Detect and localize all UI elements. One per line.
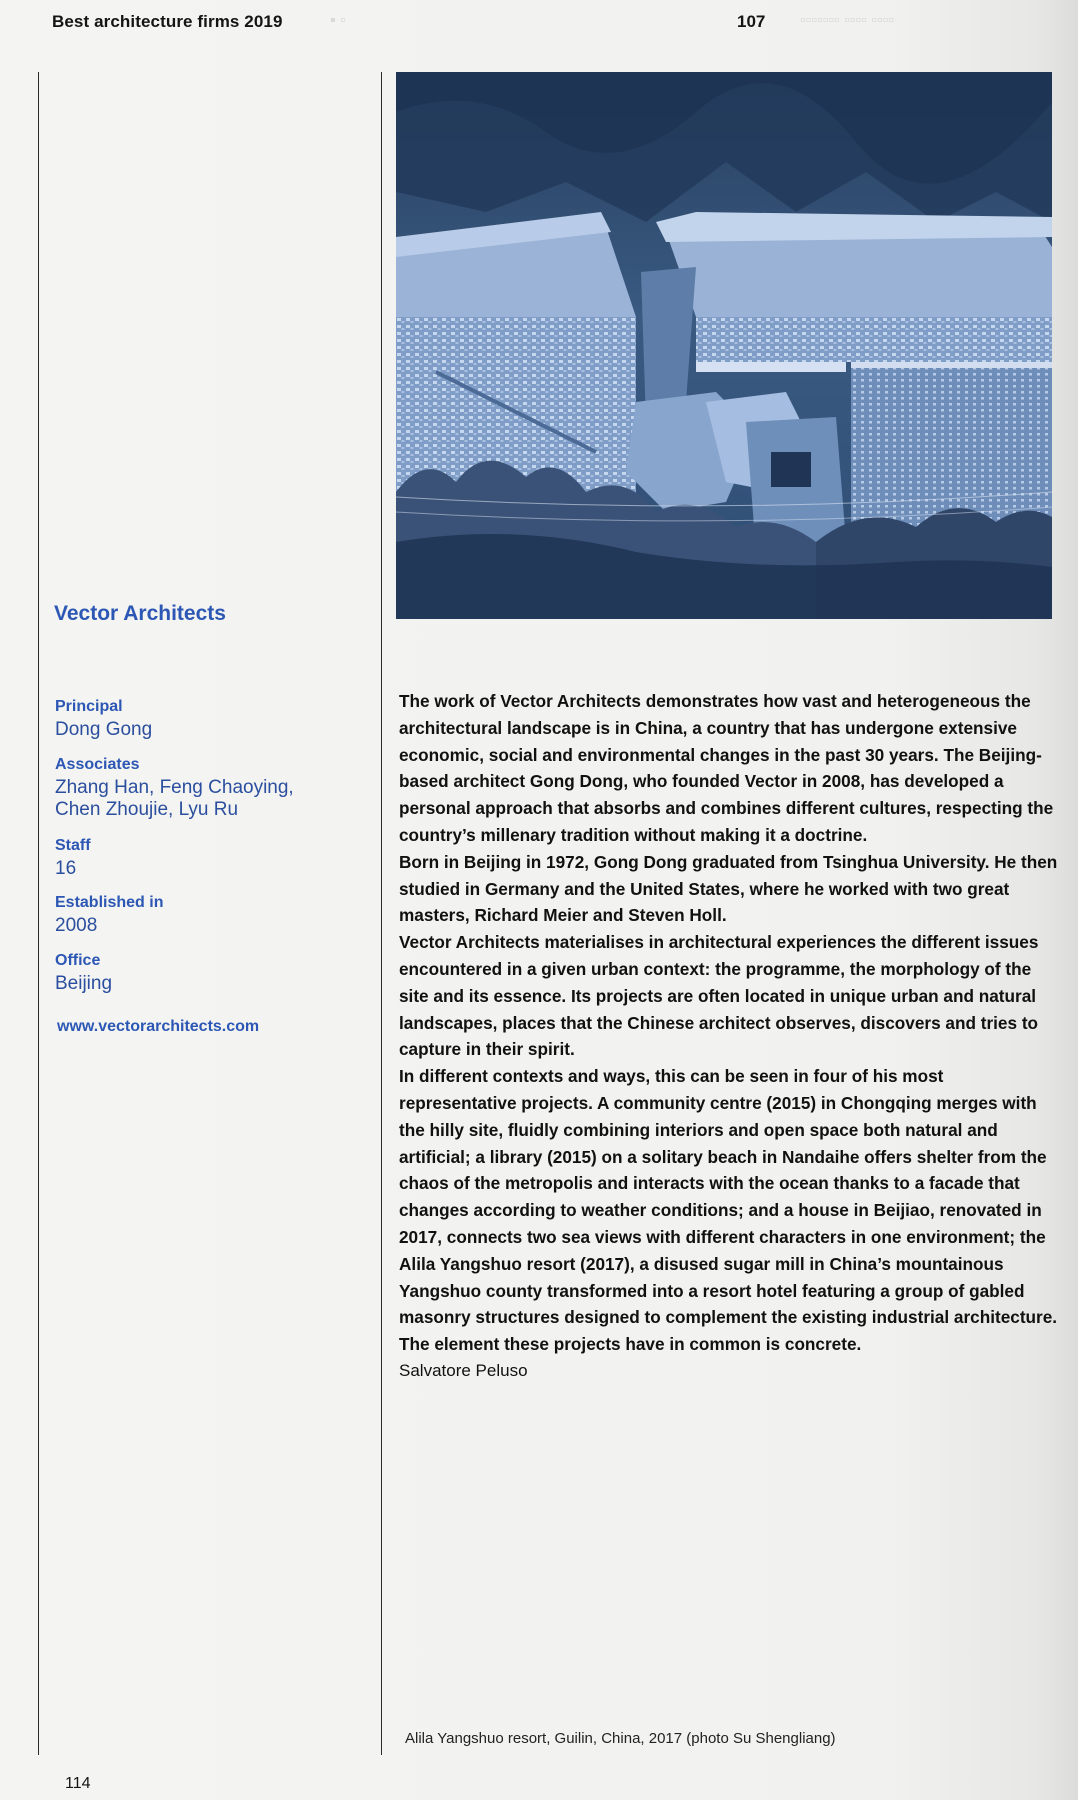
header-page-number: 107: [737, 12, 766, 31]
article-body: [399, 688, 1059, 1385]
associates-field: [55, 755, 375, 821]
photo-caption: Alila Yangshuo resort, Guilin, China, 2017 (photo Su Shengliang): [405, 1730, 836, 1747]
established-field: [55, 893, 375, 937]
article-paragraph: In different contexts and ways, this can be seen in four of his most representative projects. A community centre (2015) in Chongqing merges with the hilly site, fluidly combining interiors and open space both natural and artificial; a library (2015) on a solitary beach in Nandaihe offers shelter from the chaos of the metropolis and interacts with the ocean thanks to a facade that changes according to weather conditions; and a house in Beijiao, renovated in 2017, connects two sea views with different characters in one environment; the Alila Yangshuo resort (2017), a disused sugar mill in China’s mountainous Yangshuo county transformed into a resort hotel featuring a group of gabled masonry structures designed to complement the existing industrial architecture. The element these projects have in common is concrete.: [399, 1066, 1058, 1355]
article-paragraph: Born in Beijing in 1972, Gong Dong graduated from Tsinghua University. He then studied in Germany and the United States, where he worked with two great masters, Richard Meier and Steven Holl.: [399, 851, 1058, 926]
bleed-through-mark: ▪ ▫: [330, 12, 346, 29]
resort-photo-illustration: [396, 72, 1052, 619]
field-value: Dong Gong: [55, 719, 153, 740]
principal-field: [55, 697, 375, 741]
article-author: Salvatore Peluso: [399, 1360, 528, 1380]
field-label: Established in: [55, 894, 164, 911]
field-label: Staff: [55, 837, 91, 854]
hero-photo: [396, 72, 1052, 619]
office-field: [55, 951, 375, 995]
field-value: Chen Zhoujie, Lyu Ru: [55, 799, 239, 820]
field-value: Beijing: [55, 973, 113, 994]
field-label: Office: [55, 952, 101, 969]
bleed-through-mark: ▫▫▫▫▫▫▫ ▫▫▫▫ ▫▫▫▫: [800, 12, 894, 29]
field-label: Principal: [55, 698, 123, 715]
field-value: 16: [55, 858, 77, 879]
center-column-rule: [381, 72, 382, 1755]
footer-page-number: 114: [65, 1775, 91, 1792]
firm-name: Vector Architects: [54, 602, 226, 625]
article-paragraph: The work of Vector Architects demonstrates how vast and heterogeneous the architectural landscape is in China, a country that has undergone extensive economic, social and environmental changes in the past 30 years. The Beijing-based architect Gong Dong, who founded Vector in 2008, has developed a personal approach that absorbs and combines different cultures, respecting the country’s millenary tradition without making it a doctrine.: [399, 691, 1054, 845]
field-value: Zhang Han, Feng Chaoying,: [55, 777, 294, 798]
article-paragraph: Vector Architects materialises in architectural experiences the different issues encountered in a given urban context: the programme, the morphology of the site and its essence. Its projects are often located in unique urban and natural landscapes, places that the Chinese architect observes, discovers and tries to capture in their spirit.: [399, 932, 1039, 1060]
staff-field: [55, 836, 375, 880]
section-title: Best architecture firms 2019: [52, 12, 283, 31]
field-value: 2008: [55, 915, 98, 936]
website-link[interactable]: www.vectorarchitects.com: [57, 1018, 260, 1035]
field-label: Associates: [55, 756, 140, 773]
left-column-rule: [38, 72, 39, 1755]
